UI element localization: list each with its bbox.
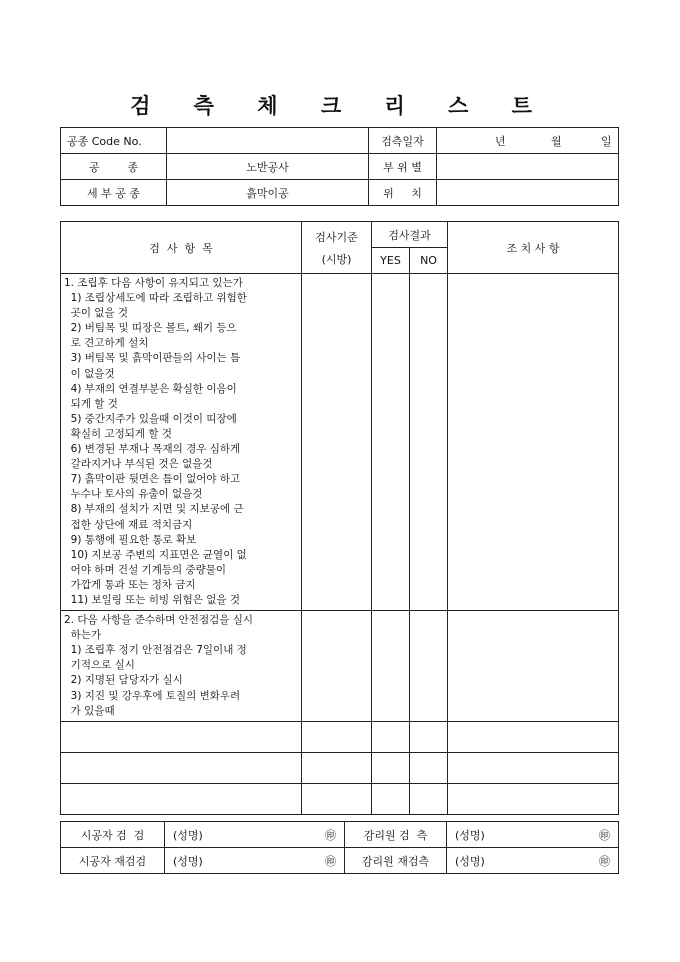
blank-row [61,752,619,783]
list-item: 가깝게 통과 또는 정차 금지 [64,578,196,591]
blank-cell[interactable] [302,783,372,814]
header-result: 검사결과 [372,222,448,248]
list-item: 3) 지진 및 강우후에 토질의 변화우려 [64,689,241,702]
blank-cell[interactable] [410,752,448,783]
info-row-detail-work [61,180,619,206]
location-label: 위 치 [369,180,437,206]
list-item: 기적으로 실시 [64,659,135,672]
section-2-yes[interactable] [372,611,410,722]
list-item: 5) 중간지주가 있을때 이것이 띠장에 [64,412,237,425]
day-label: 일 [601,134,612,148]
document-title: 검 측 체 크 리 스 트 [130,93,550,118]
year-label: 년 [495,134,506,148]
blank-cell[interactable] [372,721,410,752]
blank-row [61,721,619,752]
work-type-value[interactable]: 노반공사 [167,154,369,180]
blank-cell[interactable] [372,752,410,783]
supervisor-reinspect-label: 감리원 재검측 [345,848,447,874]
part-label: 부 위 별 [369,154,437,180]
list-item: 2) 지명된 담당자가 실시 [64,674,183,687]
list-item: 6) 변경된 부재나 목재의 경우 심하게 [64,443,241,456]
month-label: 월 [551,134,562,148]
blank-cell[interactable] [448,783,619,814]
seal-icon: ㊞ [325,854,336,868]
section-2-action[interactable] [448,611,619,722]
list-item: 누수나 토사의 유출이 없을것 [64,488,203,501]
list-item: 10) 지보공 주변의 지표면은 균열이 없 [64,548,247,561]
work-type-label: 공 종 [61,154,167,180]
header-row-1 [61,222,619,248]
list-item: 1) 조립상세도에 따라 조립하고 위험한 [64,292,247,305]
blank-cell[interactable] [302,721,372,752]
blank-row [61,783,619,814]
contractor-inspect-label: 시공자 검 검 [61,822,165,848]
blank-cell[interactable] [302,752,372,783]
section-2-no[interactable] [410,611,448,722]
header-standard [302,222,372,274]
list-item: 4) 부재의 연결부분은 확실한 이음이 [64,382,237,395]
seal-icon: ㊞ [599,854,610,868]
blank-cell[interactable] [410,721,448,752]
list-item: 곳이 없을 것 [64,307,129,320]
checklist-table [60,221,619,815]
list-item: 1. 조립후 다음 사항이 유지되고 있는가 [64,277,243,289]
part-value[interactable] [437,154,619,180]
list-item: 2) 버팀목 및 띠장은 볼트, 쐐기 등으 [64,322,237,335]
header-no: NO [410,248,448,274]
list-item: 9) 통행에 필요한 통로 확보 [64,533,197,546]
section-2-items [61,611,302,722]
signature-table [60,821,619,874]
seal-icon: ㊞ [599,828,610,842]
section-1-items [61,274,302,611]
contractor-inspect-name[interactable] [165,822,345,848]
info-row-work-type [61,154,619,180]
blank-cell[interactable] [61,752,302,783]
supervisor-reinspect-name[interactable] [447,848,619,874]
name-label: (성명) [455,854,485,868]
blank-cell[interactable] [448,721,619,752]
contractor-reinspect-label: 시공자 재검검 [61,848,165,874]
inspection-date-value[interactable] [437,128,619,154]
section-1-standard[interactable] [302,274,372,611]
list-item: 하는가 [64,629,102,642]
supervisor-inspect-label: 감리원 검 측 [345,822,447,848]
contractor-reinspect-name[interactable] [165,848,345,874]
signature-row-1 [61,822,619,848]
header-yes: YES [372,248,410,274]
section-1-action[interactable] [448,274,619,611]
name-label: (성명) [455,828,485,842]
code-label: 공종 Code No. [61,128,167,154]
section-2-standard[interactable] [302,611,372,722]
list-item: 이 없을것 [64,367,115,380]
header-standard-line1: 검사기준 [315,230,358,244]
code-value[interactable] [167,128,369,154]
list-item: 어야 하며 건설 기계등의 중량물이 [64,563,227,576]
list-item: 접한 상단에 재료 적치금지 [64,518,193,531]
header-item: 검 사 항 목 [61,222,302,274]
location-value[interactable] [437,180,619,206]
name-label: (성명) [173,854,203,868]
seal-icon: ㊞ [325,828,336,842]
blank-cell[interactable] [372,783,410,814]
info-table [60,127,619,206]
header-standard-line2: (시방) [321,252,352,266]
blank-cell[interactable] [61,721,302,752]
section-row-1 [61,274,619,611]
blank-cell[interactable] [448,752,619,783]
list-item: 7) 흙막이판 뒷면은 틈이 없어야 하고 [64,473,241,486]
name-label: (성명) [173,828,203,842]
detail-work-value[interactable]: 흙막이공 [167,180,369,206]
section-row-2 [61,611,619,722]
list-item: 가 있을때 [64,704,115,717]
list-item: 로 견고하게 설치 [64,337,149,350]
supervisor-inspect-name[interactable] [447,822,619,848]
list-item: 2. 다음 사항을 준수하며 안전점검을 실시 [64,614,253,627]
blank-cell[interactable] [61,783,302,814]
blank-cell[interactable] [410,783,448,814]
list-item: 1) 조립후 정기 안전점검은 7일이내 정 [64,644,247,657]
list-item: 11) 보일링 또는 히빙 위험은 없을 것 [64,593,241,606]
section-1-no[interactable] [410,274,448,611]
list-item: 8) 부재의 설치가 지면 및 지보공에 근 [64,503,244,516]
header-action: 조 치 사 항 [448,222,619,274]
list-item: 되게 할 것 [64,397,118,410]
detail-work-label: 세 부 공 종 [61,180,167,206]
list-item: 갈라지거나 부식된 것은 없을것 [64,458,213,471]
signature-row-2 [61,848,619,874]
info-row-code [61,128,619,154]
list-item: 3) 버팀목 및 흙막이판들의 사이는 틈 [64,352,241,365]
inspection-date-label: 검측일자 [369,128,437,154]
section-1-yes[interactable] [372,274,410,611]
list-item: 확실히 고정되게 할 것 [64,427,172,440]
